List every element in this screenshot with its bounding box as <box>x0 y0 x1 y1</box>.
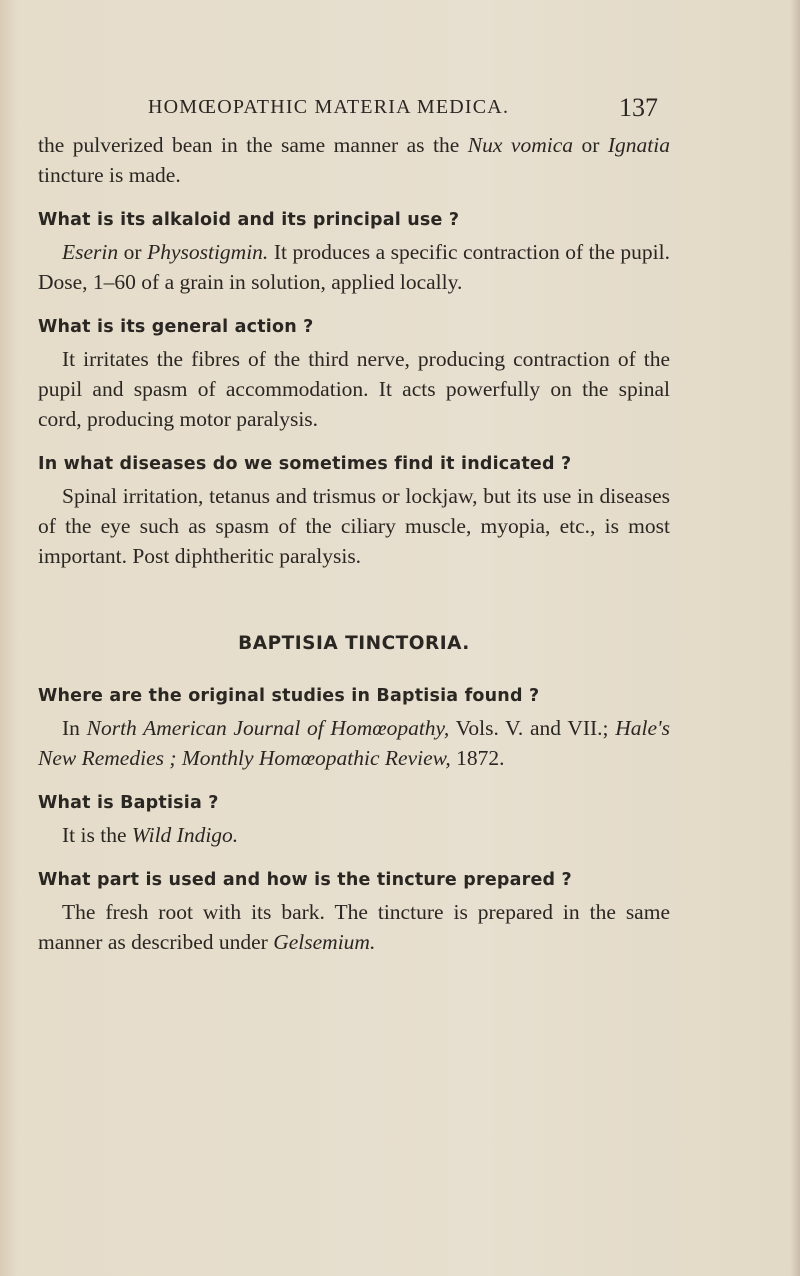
question: In what diseases do we sometimes find it indicated ? <box>38 454 572 474</box>
answer: Eserin or Physostigmin. It produces a specific contraction of the pupil. Dose, 1–60 of a grain in solution, applied locally. <box>38 240 670 294</box>
question: What part is used and how is the tincture prepared ? <box>38 870 572 890</box>
section-heading: BAPTISIA TINCTORIA. <box>238 633 470 654</box>
italic-term: Ignatia <box>607 133 670 157</box>
page-edge-shadow <box>790 0 800 1276</box>
question: What is its general action ? <box>38 317 314 337</box>
page-number: 137 <box>619 93 658 122</box>
answer: It irritates the fibres of the third nerve, producing contraction of the pupil and spasm of accommodation. It acts powerfully on the spinal cord, producing motor paralysis. <box>38 347 670 431</box>
continued-paragraph: the pulverized bean in the same manner as the Nux vomica or Ignatia tincture is made. <box>38 133 670 187</box>
question: Where are the original studies in Baptisia found ? <box>38 686 540 706</box>
italic-term: Nux vomica <box>467 133 573 157</box>
italic-term: North American Journal of Homœopathy, <box>86 716 450 740</box>
answer: Spinal irritation, tetanus and trismus or lockjaw, but its use in diseases of the eye such as spasm of the ciliary muscle, myopia, etc., is most important. Post diphtheritic paralysis. <box>38 484 670 568</box>
italic-term: Hale's New Remedies ; Monthly Homœopathic Review, <box>38 716 670 770</box>
italic-term: Eserin <box>62 240 119 264</box>
answer: It is the Wild Indigo. <box>62 823 239 847</box>
running-head: HOMŒOPATHIC MATERIA MEDICA. <box>148 96 510 118</box>
italic-term: Wild Indigo. <box>131 823 239 847</box>
question: What is Baptisia ? <box>38 793 219 813</box>
answer: In North American Journal of Homœopathy, Vols. V. and VII.; Hale's New Remedies ; Monthly Homœopathic Review, 1872. <box>38 716 670 770</box>
answer: The fresh root with its bark. The tincture is prepared in the same manner as described under Gelsemium. <box>38 900 670 954</box>
question: What is its alkaloid and its principal use ? <box>38 210 460 230</box>
italic-term: Gelsemium. <box>273 930 376 954</box>
italic-term: Physostigmin. <box>147 240 269 264</box>
page-body <box>38 130 670 957</box>
